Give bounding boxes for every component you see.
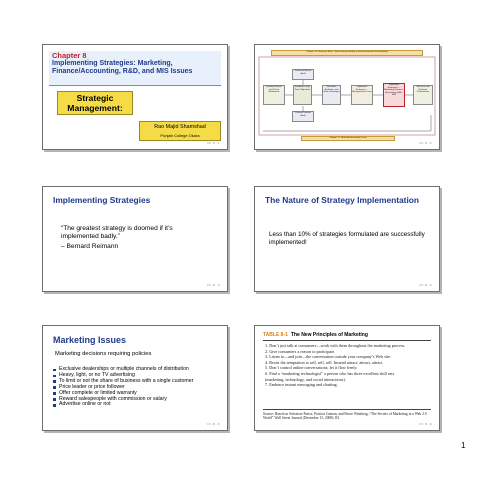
strategic-management-banner: Strategic Management: <box>57 91 133 115</box>
chapter-label: Chapter 8 <box>52 51 87 60</box>
list-item: To limit or not the share of business with a single customer <box>53 379 221 385</box>
slide-title: The Nature of Strategy Implementation <box>265 195 420 205</box>
table-row: 2. Give consumers a reason to participate. <box>265 348 336 354</box>
list-item: Heavy, light, or no TV advertising <box>53 373 221 379</box>
table-row: 1. Don’t just talk at consumers—work with them throughout the marketing process. <box>265 343 406 348</box>
diagram-box-mission: Develop Mission and Vision Statements <box>263 85 285 105</box>
table-rows <box>265 343 431 388</box>
list-item: Offer complete or limited warranty <box>53 391 221 397</box>
slide-title: Implementing Strategies <box>53 195 151 205</box>
table-source: Source: Based on Salvatore Parise, Patricia Guinan, and Bruce Weinberg, “The Secrets of Marketing in a Web 2.0 World” Wall Street Journal (December 15, 2008): R1. <box>263 412 427 421</box>
author-box <box>139 121 221 141</box>
table-label <box>263 332 368 338</box>
table-rule-bottom <box>263 409 431 410</box>
slide-5[interactable] <box>42 325 228 431</box>
table-rule-top <box>263 340 431 341</box>
table-row: 5. Don’t control online conversations; let it flow freely. <box>265 365 358 371</box>
diagram-header-top: Chapter 10: Business Ethics, Social Responsibility, and Environmental Sustainability <box>271 50 423 56</box>
slide-footer: Ch 8 -4 <box>419 283 432 287</box>
bullet-list <box>53 367 221 408</box>
table-row: (marketing, technology, and social interactions). <box>265 376 346 382</box>
list-item: Reward salespeople with commission or salary <box>53 397 221 403</box>
table-row: 6. Find a “marketing technologist” a person who has three excellent skill sets <box>265 370 395 376</box>
slide-footer: Ch 8 -6 <box>419 422 432 426</box>
diagram-box-objectives: Establish Long-Term Objectives <box>293 85 312 105</box>
page-number: 1 <box>461 441 466 450</box>
slide-footer: Ch 8 -2 <box>419 141 432 145</box>
slide-6[interactable] <box>254 325 440 431</box>
slide-2[interactable] <box>254 44 440 150</box>
table-number: TABLE 8-1 <box>263 332 288 338</box>
table-row: 3. Listen to—and join—the conversation outside your company’s Web site. <box>265 354 392 360</box>
slide-footer: Ch 8 -5 <box>207 422 220 426</box>
list-item: Exclusive dealerships or multiple channels of distribution <box>53 367 221 373</box>
slide-4[interactable] <box>254 186 440 292</box>
table-title: The New Principles of Marketing <box>290 332 368 338</box>
diagram-box-external-audit: Perform External Audit <box>292 69 314 80</box>
list-item: Price leader or price follower <box>53 385 221 391</box>
quote: “The greatest strategy is doomed if it’s implemented badly.” <box>61 225 173 240</box>
quote-attribution: – Bernard Reimann <box>61 243 119 250</box>
slide-3[interactable] <box>42 186 228 292</box>
diagram-box-implement-mgmt: Implement Strategies — Management Issues <box>351 85 373 105</box>
slide-subtitle: Marketing decisions requiring policies <box>55 351 152 357</box>
slide-title: Implementing Strategies: Marketing, Finance/Accounting, R&D, and MIS Issues <box>52 60 193 75</box>
diagram-box-strategies: Generate, Evaluate, and Select Strategies <box>322 85 341 105</box>
slide-footer: Ch 8 -3 <box>207 283 220 287</box>
table-row: 4. Resist the temptation to sell, sell, sell. Instead attract, attract, attract. <box>265 359 384 365</box>
author-name: Rao Majid Shamshad <box>154 124 206 130</box>
slide-1[interactable] <box>42 44 228 150</box>
slide-footer: Ch 8 -1 <box>207 141 220 145</box>
diagram-box-evaluate: Measure and Evaluate Performance <box>413 85 433 105</box>
diagram-header-bottom: Chapter 11: Global/International Issues <box>301 136 395 141</box>
diagram-box-implement-marketing: Implement Strategies — Marketing, Finance, Accounting, R&D, MIS <box>383 83 405 107</box>
diagram-box-internal-audit: Perform Internal Audit <box>292 111 314 122</box>
table-row: 7. Embrace instant messaging and chatting. <box>265 382 338 388</box>
slide-title: Marketing Issues <box>53 335 127 345</box>
body-text: Less than 10% of strategies formulated are successfully implemented! <box>269 231 425 246</box>
college-name: Punjab College Okara <box>160 133 200 138</box>
list-item: Advertise online or not <box>53 402 221 408</box>
